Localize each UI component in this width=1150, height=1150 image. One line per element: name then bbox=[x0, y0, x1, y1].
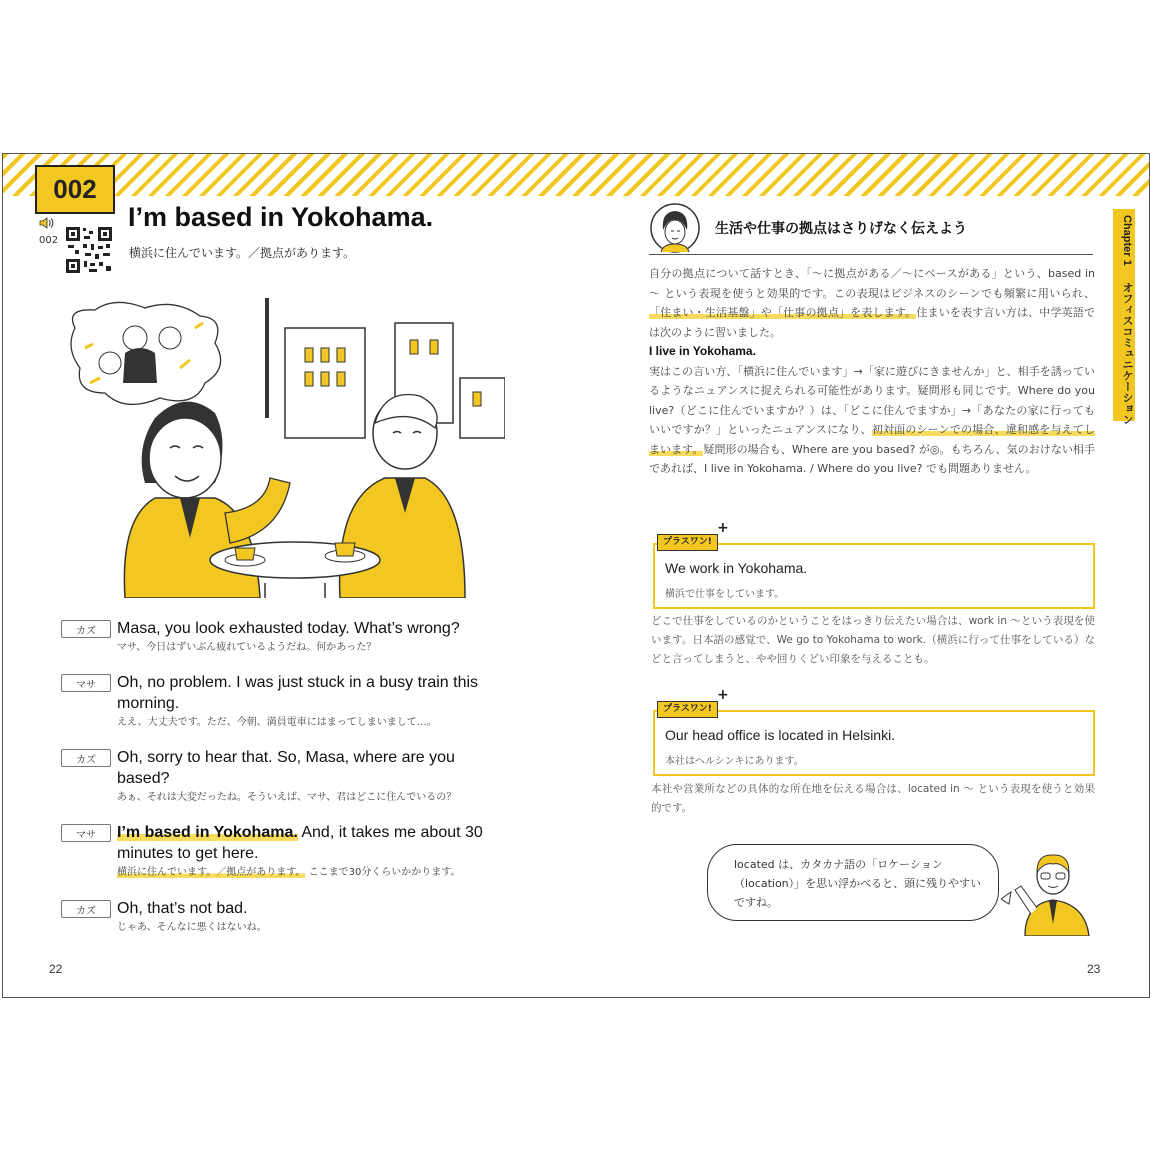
dialogue-line-key bbox=[61, 822, 531, 881]
highlight-text: 初対面のシーンでの場合、違和感を与えてしまいます。 bbox=[649, 423, 1095, 456]
dialogue-line bbox=[61, 747, 531, 806]
page-number-left: 22 bbox=[49, 962, 63, 976]
chapter-tab[interactable]: Chapter 1 bbox=[1113, 209, 1135, 421]
plus-one-note: 本社や営業所などの具体的な所在地を伝える場合は、located in 〜 という表現を使うと効果的です。 bbox=[651, 783, 1095, 814]
plus-one-japanese: 本社はヘルシンキにあります。 bbox=[665, 756, 804, 767]
plus-one-english: Our head office is located in Helsinki. bbox=[665, 727, 896, 743]
plus-one-english: We work in Yokohama. bbox=[665, 560, 808, 576]
qr-code-icon[interactable] bbox=[65, 226, 113, 274]
dialogue-english: Oh, that’s not bad. bbox=[117, 900, 248, 917]
explanation-text: 自分の拠点について話すとき、「〜に拠点がある／〜にベースがある」という、based in 〜 という表現を使うと効果的です。この表現はビジネスのシーンでも頻繁に用いられ、「住まい・生活基盤」や「仕事の拠点」を表します。住まいを表す言い方は、中学英語では次のように習いました。 I live in Yokohama. 実はこの言い方、「横浜に住んでいます」→「家に遊びにきませんか」と、相手を誘っているようなニュアンスに捉えられる可能性があります。疑問形も同じです。Where do you live?（どこに住んでいますか？）は、「どこに住んでますか」→「あなたの家に行ってもいいですか？」といったニュアンスになり、初対面のシーンでの場合、違和感を与えてしまいます。疑問形の場合も、Where are you based? が◎。もちろん、気のおけない相手であれば、I live in Yokohama. / Where do you live? でも問題ありません。 bbox=[649, 267, 1096, 475]
lesson-number-badge: 002 bbox=[35, 165, 115, 214]
speaker-tag: カズ bbox=[61, 749, 111, 767]
highlight-text: 「住まい・生活基盤」や「仕事の拠点」を表します。 bbox=[649, 306, 917, 319]
character-avatar-icon bbox=[649, 202, 701, 254]
key-phrase: I’m based in Yokohama. bbox=[117, 824, 298, 841]
dialogue-japanese: じゃあ、そんなに悪くはないね。 bbox=[117, 922, 267, 933]
speaker-tag: マサ bbox=[61, 824, 111, 842]
dialogue-japanese: マサ、今日はずいぶん疲れているようだね。何かあった？ bbox=[117, 642, 377, 653]
dialogue-japanese: あぁ、それは大変だったね。そういえば、マサ、君はどこに住んでいるの？ bbox=[117, 792, 457, 803]
dialogue-japanese: ええ、大丈夫です。ただ、今朝、満員電車にはまってしまいまして…。 bbox=[117, 717, 437, 728]
plus-icon: + bbox=[717, 687, 729, 703]
example-sentence: I live in Yokohama. bbox=[649, 344, 756, 358]
plus-one-label: プラスワン! bbox=[657, 534, 718, 551]
tip-text: located は、カタカナ語の「ロケーション（location）」を思い浮かべると、頭に残りやすいですね。 bbox=[734, 858, 982, 909]
dialogue-line bbox=[61, 898, 531, 936]
teacher-character-icon bbox=[1001, 844, 1097, 936]
page-number-right: 23 bbox=[1087, 962, 1101, 976]
dialogue-japanese: 横浜に住んでいます。／拠点があります。 ここまで30分くらいかかります。 bbox=[117, 867, 461, 878]
plus-one-japanese: 横浜で仕事をしています。 bbox=[665, 589, 785, 600]
lesson-title: I’m based in Yokohama. bbox=[128, 202, 434, 232]
book-spread bbox=[2, 153, 1150, 998]
lesson-subtitle: 横浜に住んでいます。／拠点があります。 bbox=[129, 246, 356, 260]
conversation-illustration bbox=[65, 298, 505, 598]
dialogue-english: Oh, no problem. I was just stuck in a busy train this morning. bbox=[117, 674, 479, 712]
heading-divider bbox=[649, 254, 1093, 255]
plus-one-label: プラスワン! bbox=[657, 701, 718, 718]
speaker-tag: カズ bbox=[61, 620, 111, 638]
audio-track-number: 002 bbox=[39, 235, 59, 246]
dialogue-english: Masa, you look exhausted today. What’s wrong? bbox=[117, 620, 460, 637]
tip-speech-bubble bbox=[707, 844, 999, 921]
dialogue-english: I’m based in Yokohama. And, it takes me about 30 minutes to get here. bbox=[117, 824, 483, 862]
top-stripe-decoration bbox=[3, 154, 1149, 196]
key-phrase-translation: 横浜に住んでいます。／拠点があります。 bbox=[117, 867, 306, 878]
plus-one-note: どこで仕事をしているのかということをはっきり伝えたい場合は、work in 〜という表現を使います。日本語の感覚で、We go to Yokohama to work.（横浜に行って仕事をしている）などと言ってしまうと、やや回りくどい印象を与えることも。 bbox=[651, 615, 1095, 665]
section-heading: 生活や仕事の拠点はさりげなく伝えよう bbox=[715, 221, 967, 237]
plus-one-box bbox=[653, 710, 1095, 776]
dialogue-line bbox=[61, 618, 531, 656]
speaker-tag: マサ bbox=[61, 674, 111, 692]
plus-one-box bbox=[653, 543, 1095, 609]
audio-track[interactable] bbox=[39, 217, 63, 248]
speaker-icon bbox=[39, 217, 55, 229]
dialogue-english: Oh, sorry to hear that. So, Masa, where are you based? bbox=[117, 749, 455, 787]
plus-icon: + bbox=[717, 520, 729, 536]
section-side-label: オフィスコミュニケーション bbox=[1121, 282, 1134, 425]
dialogue-line bbox=[61, 672, 531, 731]
speaker-tag: カズ bbox=[61, 900, 111, 918]
